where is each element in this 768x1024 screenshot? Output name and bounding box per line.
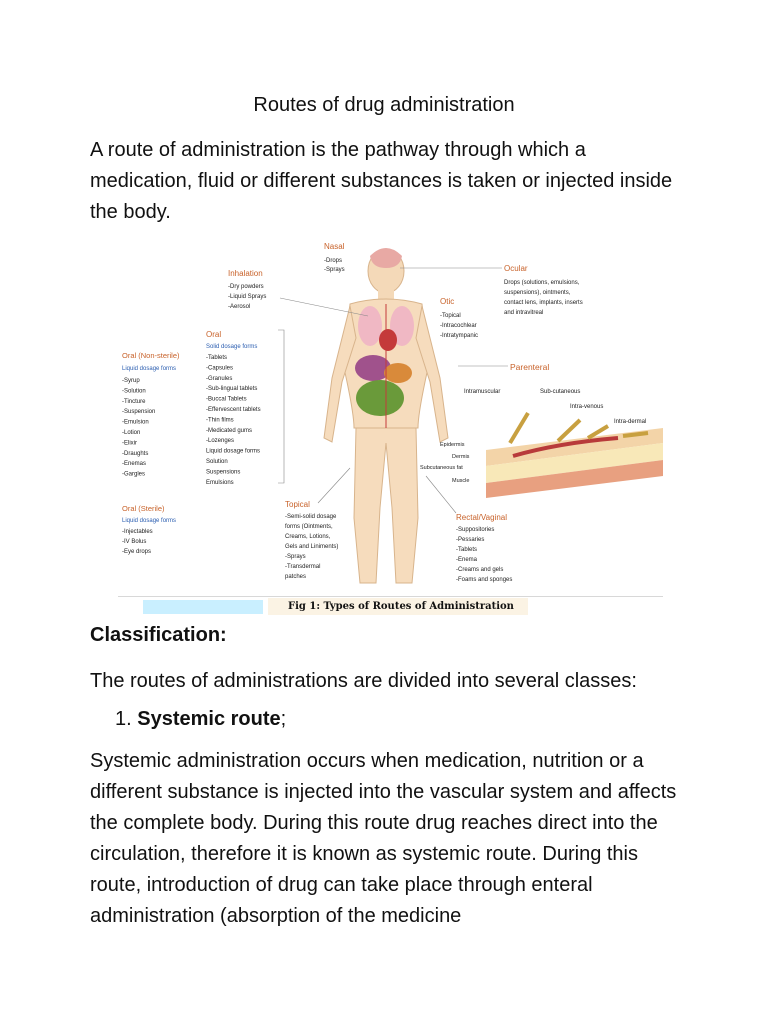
rectal-item: -Enema [456, 557, 478, 563]
parenteral-label: Intra-venous [570, 404, 604, 410]
list-label: Systemic route [137, 708, 281, 730]
oral-item: -Sub-lingual tablets [206, 386, 258, 393]
systemic-paragraph: Systemic administration occurs when medication, nutrition or a different substance is injected into the vascular system and affects the complete body. During this route drug reaches direct into the circulation, therefore it is known as systemic route. During this route, introduction of drug can take place through enteral administration (absorption of the medicine [90, 750, 677, 927]
inhalation-item: -Dry powders [228, 284, 264, 290]
topical-item: Gels and Liniments) [285, 544, 339, 550]
inhalation-item: -Aerosol [228, 304, 251, 310]
oral-items [206, 355, 261, 486]
skin-layer-label: Epidermis [440, 442, 465, 448]
intro-paragraph: A route of administration is the pathway through which a medication, fluid or different substances is taken or injected inside the body. [90, 139, 673, 223]
rectal-items [456, 527, 512, 583]
oral-item: -Capsules [206, 365, 234, 372]
skin-layer-label: Muscle [452, 478, 470, 484]
rectal-item: -Tablets [456, 547, 478, 553]
parenteral-label: Intramuscular [464, 389, 501, 395]
topical-item: -Transdermal [285, 564, 321, 570]
skin-layer-label: Dermis [452, 454, 470, 460]
rectal-item: -Suppositories [456, 527, 495, 533]
otic-title: Otic [440, 297, 455, 306]
oral-nonsterile-subtitle: Liquid dosage forms [122, 366, 177, 372]
rectal-title: Rectal/Vaginal [456, 513, 507, 522]
parenteral-title: Parenteral [510, 362, 550, 372]
oral-nonsterile-item: -Enemas [122, 461, 147, 468]
oral-nonsterile-item: -Emulsion [122, 419, 149, 426]
oral-subtitle: Solid dosage forms [206, 344, 258, 350]
oral-nonsterile-items [122, 378, 155, 478]
otic-item: -Intracochlear [440, 323, 477, 329]
oral-nonsterile-item: -Lotion [122, 430, 141, 436]
oral-item: -Buccal Tablets [206, 396, 247, 403]
oral-sterile-title: Oral (Sterile) [122, 504, 165, 513]
oral-item: -Tablets [206, 355, 228, 361]
ocular-item: and intravitreal [504, 310, 544, 316]
classification-heading: Classification: [90, 624, 227, 646]
oral-item: Emulsions [206, 479, 234, 486]
topical-item: forms (Ointments, [285, 524, 333, 530]
oral-item: -Lozenges [206, 438, 235, 445]
oral-item: Solution [206, 459, 228, 465]
list-item-systemic [115, 708, 286, 731]
oral-sterile-item: -IV Bolus [122, 539, 147, 545]
otic-item: -Intratympanic [440, 333, 479, 339]
oral-nonsterile-item: -Suspension [122, 409, 156, 416]
oral-nonsterile-item: -Gargles [122, 471, 146, 478]
figure-caption: Fig 1: Types of Routes of Administration [268, 598, 528, 615]
parenteral-label: Intra-dermal [614, 419, 647, 425]
human-body-illustration [324, 248, 448, 583]
oral-sterile-subtitle: Liquid dosage forms [122, 518, 177, 524]
oral-nonsterile-item: -Draughts [122, 450, 149, 457]
oral-item: -Medicated gums [206, 427, 253, 434]
nasal-item: -Drops [324, 258, 343, 264]
figure-divider [118, 596, 663, 597]
oral-nonsterile-item: -Elixir [122, 440, 137, 447]
oral-sterile-item: -Eye drops [122, 549, 152, 555]
oral-item: -Thin films [206, 417, 234, 424]
oral-title: Oral [206, 330, 222, 339]
skin-layers-illustration [486, 413, 663, 498]
nasal-item: -Sprays [324, 267, 345, 273]
oral-item: -Granules [206, 375, 233, 382]
oral-item: -Effervescent tablets [206, 407, 261, 413]
ocular-title: Ocular [504, 264, 528, 273]
routes-figure [118, 238, 663, 618]
inhalation-item: -Liquid Sprays [228, 294, 267, 300]
inhalation-title: Inhalation [228, 269, 263, 278]
topical-item: -Sprays [285, 554, 306, 560]
skin-layer-label: Subcutaneous fat [420, 465, 463, 471]
topical-items [285, 514, 338, 580]
ocular-item: Drops (solutions, emulsions, [504, 280, 580, 286]
otic-item: -Topical [440, 313, 461, 319]
list-suffix: ; [280, 708, 287, 730]
oral-nonsterile-item: -Tincture [122, 398, 146, 405]
classes-paragraph: The routes of administrations are divided into several classes: [90, 670, 637, 692]
ocular-item: suspensions), ointments, [504, 290, 571, 296]
oral-item: Liquid dosage forms [206, 448, 261, 455]
topical-title: Topical [285, 500, 310, 509]
oral-sterile-item: -Injectables [122, 529, 153, 535]
oral-nonsterile-item: -Syrup [122, 378, 140, 384]
rectal-item: -Foams and sponges [456, 577, 513, 583]
topical-item: Creams, Lotions, [285, 534, 331, 540]
rectal-item: -Pessaries [456, 537, 485, 543]
document-title: Routes of drug administration [253, 94, 515, 116]
figure-decoration [143, 600, 263, 614]
nasal-title: Nasal [324, 242, 345, 251]
oral-nonsterile-item: -Solution [122, 388, 146, 395]
oral-item: Suspensions [206, 469, 241, 476]
list-number: 1. [115, 708, 132, 730]
topical-item: patches [285, 574, 307, 580]
rectal-item: -Creams and gels [456, 567, 504, 573]
ocular-item: contact lens, implants, inserts [504, 300, 583, 306]
oral-nonsterile-title: Oral (Non-sterile) [122, 351, 180, 360]
parenteral-label: Sub-cutaneous [540, 389, 581, 395]
topical-item: -Semi-solid dosage [285, 514, 337, 520]
